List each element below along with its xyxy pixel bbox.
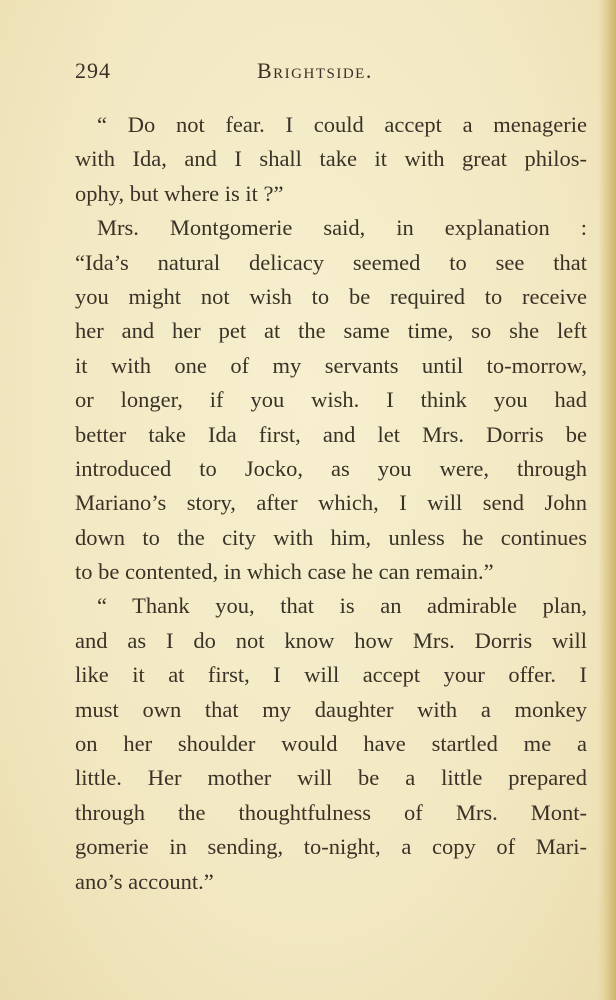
- text-line: ano’s account.”: [75, 868, 214, 894]
- text-line: or longer, if you wish. I think you had: [75, 387, 587, 413]
- text-line: Mrs. Montgomerie said, in explanation :: [97, 215, 587, 241]
- page-header: [75, 58, 585, 88]
- text-line: and as I do not know how Mrs. Dorris will: [75, 627, 587, 653]
- text-line: little. Her mother will be a little prepared: [75, 765, 587, 791]
- text-line: “ Thank you, that is an admirable plan,: [97, 593, 587, 619]
- text-line: to be contented, in which case he can remain.”: [75, 559, 494, 585]
- text-line: like it at first, I will accept your offer. I: [75, 662, 587, 688]
- text-line: her and her pet at the same time, so she left: [75, 318, 587, 344]
- text-line: introduced to Jocko, as you were, through: [75, 455, 587, 481]
- page-number: 294: [75, 58, 111, 83]
- text-line: “Ida’s natural delicacy seemed to see that: [75, 249, 587, 275]
- body-text: [75, 108, 587, 899]
- text-line: better take Ida first, and let Mrs. Dorris be: [75, 421, 587, 447]
- page-edge: [598, 0, 616, 1000]
- text-line: ophy, but where is it ?”: [75, 180, 284, 206]
- text-line: must own that my daughter with a monkey: [75, 696, 587, 722]
- text-line: with Ida, and I shall take it with great philos-: [75, 146, 587, 172]
- running-head: Brightside.: [257, 58, 373, 83]
- text-line: “ Do not fear. I could accept a menagerie: [97, 112, 587, 137]
- text-line: you might not wish to be required to receive: [75, 283, 587, 309]
- text-line: Mariano’s story, after which, I will send John: [75, 490, 587, 516]
- text-line: down to the city with him, unless he continues: [75, 524, 587, 550]
- text-line: through the thoughtfulness of Mrs. Mont-: [75, 799, 587, 825]
- text-line: gomerie in sending, to-night, a copy of Mari-: [75, 834, 587, 860]
- text-line: it with one of my servants until to-morrow,: [75, 352, 587, 378]
- text-line: on her shoulder would have startled me a: [75, 731, 587, 757]
